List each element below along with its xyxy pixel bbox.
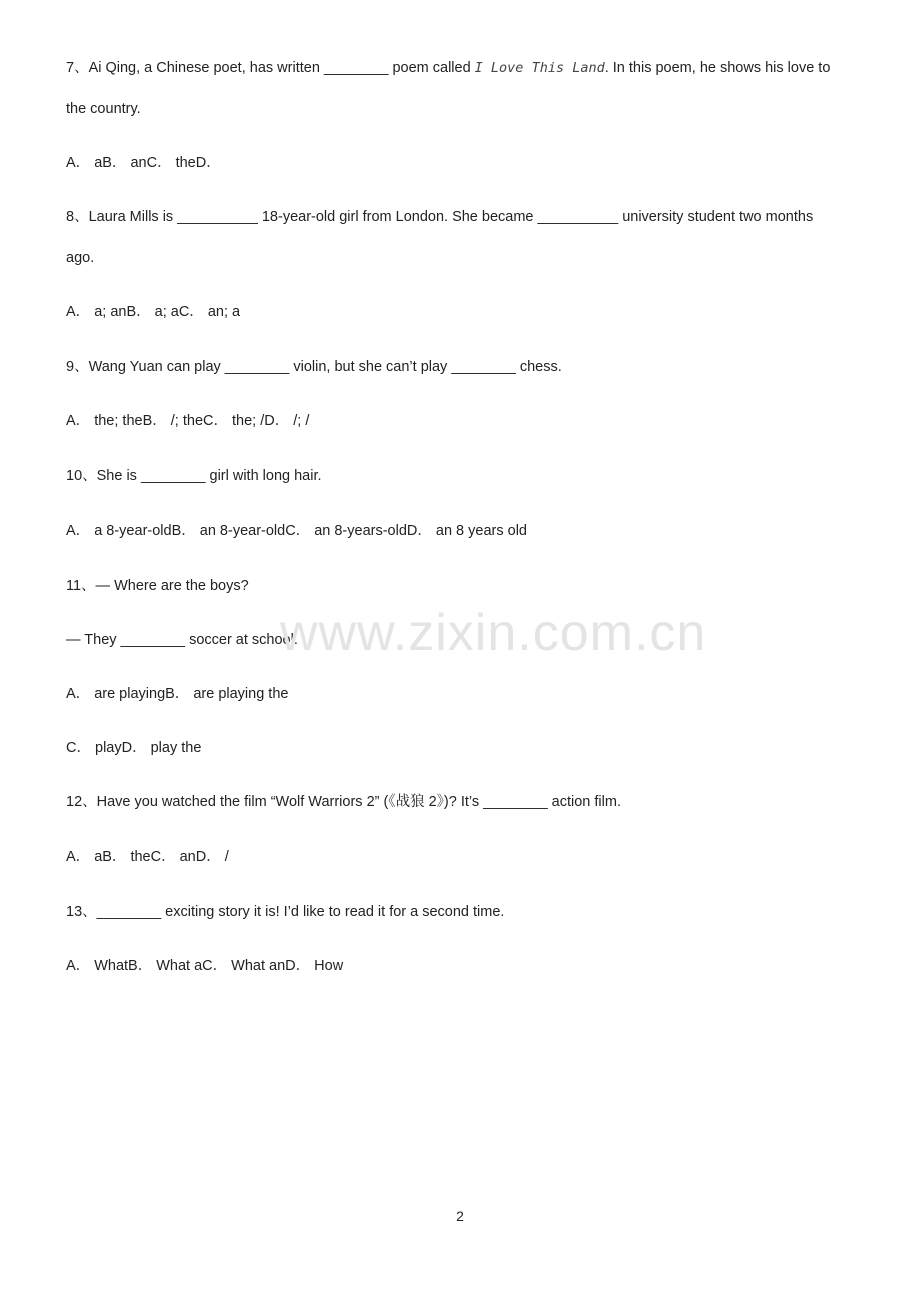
- question-13-options: A． WhatB． What aC． What anD． How: [66, 958, 344, 974]
- question-10-options: A． a 8-year-oldB． an 8-year-oldC． an 8-years-oldD． an 8 years old: [66, 523, 527, 539]
- poem-title: I Love This Land: [474, 60, 605, 76]
- question-7-line-1: [66, 58, 830, 78]
- question-text: 7、Ai Qing, a Chinese poet, has written ________ poem called: [66, 60, 475, 76]
- question-8-options: A． a; anB． a; aC． an; a: [66, 304, 241, 320]
- question-11-options-row-2: C． playD． play the: [66, 740, 202, 756]
- question-11-line-1: 11、— Where are the boys?: [66, 578, 249, 594]
- question-10-line-1: 10、She is ________ girl with long hair.: [66, 468, 322, 484]
- question-9-line-1: 9、Wang Yuan can play ________ violin, but she can’t play ________ chess.: [66, 359, 562, 375]
- question-text: . In this poem, he shows his love to: [604, 60, 831, 76]
- question-7-options: A． aB． anC． theD．: [66, 155, 221, 171]
- question-9-options: A． the; theB． /; theC． the; /D． /; /: [66, 413, 310, 429]
- question-8-line-2: ago.: [66, 250, 95, 266]
- page-number: 2: [456, 1208, 464, 1224]
- question-12-line-1: 12、Have you watched the film “Wolf Warriors 2” (《战狼 2》)? It’s ________ action film.: [66, 794, 621, 810]
- watermark: www.zixin.com.cn: [280, 604, 707, 662]
- question-8-line-1: 8、Laura Mills is __________ 18-year-old girl from London. She became __________ university student two months: [66, 209, 814, 225]
- question-7-line-2: the country.: [66, 101, 141, 117]
- question-12-options: A． aB． theC． anD． /: [66, 849, 229, 865]
- question-11-options-row-1: A． are playingB． are playing the: [66, 686, 289, 702]
- question-13-line-1: 13、________ exciting story it is! I’d like to read it for a second time.: [66, 904, 505, 920]
- question-11-line-2: — They ________ soccer at school.: [66, 632, 298, 648]
